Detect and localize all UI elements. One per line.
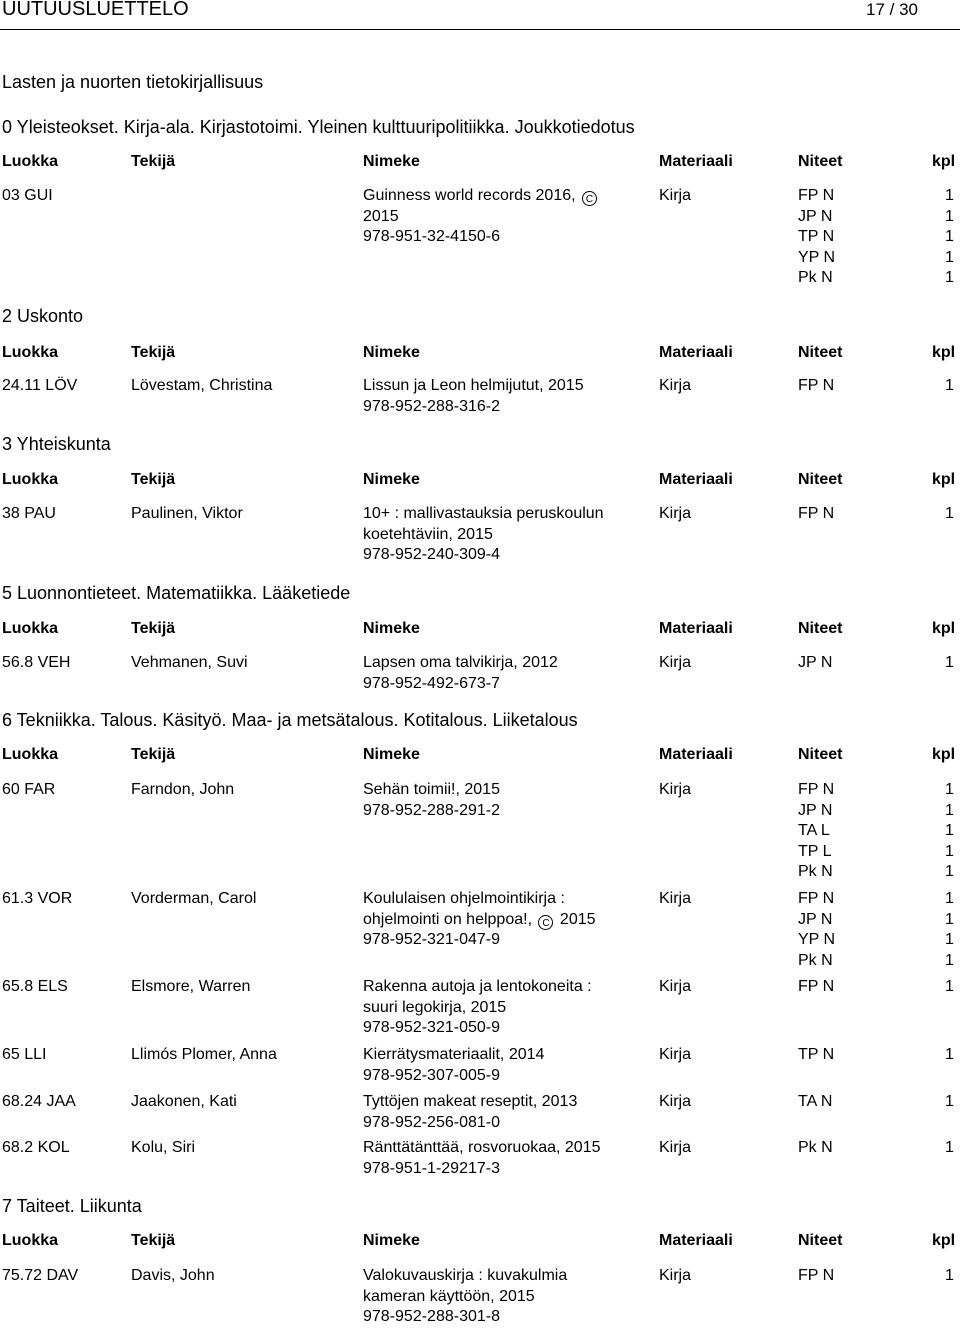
title-text: Koululaisen ohjelmointikirja : bbox=[363, 890, 565, 907]
material: Kirja bbox=[659, 890, 692, 907]
column-header-nimeke: Nimeke bbox=[363, 746, 420, 763]
class-code: 61.3 VOR bbox=[2, 890, 73, 907]
column-header-nimeke: Nimeke bbox=[363, 471, 420, 488]
title-line bbox=[363, 1159, 601, 1180]
copy-location: TP N bbox=[798, 228, 835, 246]
copy-location: JP N bbox=[798, 801, 833, 819]
author: Kolu, Siri bbox=[131, 1139, 196, 1156]
title-text: 978-952-321-050-9 bbox=[363, 1019, 500, 1037]
column-header-niteet: Niteet bbox=[798, 153, 843, 170]
title-text: 978-952-288-301-8 bbox=[363, 1308, 500, 1326]
column-header-row bbox=[0, 746, 960, 768]
title-text: 978-952-288-291-2 bbox=[363, 801, 500, 819]
column-header-nimeke: Nimeke bbox=[363, 620, 420, 637]
author: Lövestam, Christina bbox=[131, 377, 273, 394]
title-text: Tyttöjen makeat reseptit, 2013 bbox=[363, 1093, 578, 1110]
author: Farndon, John bbox=[131, 781, 235, 798]
title-text: suuri legokirja, 2015 bbox=[363, 998, 507, 1016]
column-header-niteet: Niteet bbox=[798, 620, 843, 637]
author: Elsmore, Warren bbox=[131, 978, 251, 995]
title-text: 978-952-288-316-2 bbox=[363, 397, 500, 415]
copy-location: JP N bbox=[798, 910, 833, 928]
title-text: Lapsen oma talvikirja, 2012 bbox=[363, 654, 558, 671]
title-text: ohjelmointi on helppoa!, bbox=[363, 910, 533, 928]
column-header-luokka: Luokka bbox=[2, 471, 59, 488]
column-header-kpl: kpl bbox=[932, 746, 956, 763]
column-header-niteet: Niteet bbox=[798, 1232, 843, 1249]
title-text: 10+ : mallivastauksia peruskoulun bbox=[363, 505, 604, 522]
copy-count: 1 bbox=[945, 1093, 954, 1110]
copyright-year: 2015 bbox=[559, 910, 596, 928]
title-line bbox=[363, 998, 592, 1019]
count-cell bbox=[945, 376, 954, 397]
material: Kirja bbox=[659, 1139, 692, 1156]
copy-count: 1 bbox=[945, 863, 954, 881]
title-cell bbox=[363, 376, 584, 417]
copies-cell bbox=[798, 376, 834, 397]
title-cell bbox=[363, 1266, 567, 1328]
title-line bbox=[363, 227, 599, 248]
column-header-nimeke: Nimeke bbox=[363, 344, 420, 361]
count-cell bbox=[945, 1092, 954, 1113]
count-cell bbox=[945, 1266, 954, 1287]
title-cell bbox=[363, 780, 500, 821]
copy-location: Pk N bbox=[798, 863, 833, 881]
copy-count: 1 bbox=[945, 822, 954, 840]
title-text: 2015 bbox=[363, 207, 399, 225]
copy-count: 1 bbox=[945, 842, 954, 860]
title-text: Kierrätysmateriaalit, 2014 bbox=[363, 1046, 545, 1063]
catalog-title: UUTUUSLUETTELO bbox=[2, 0, 189, 20]
title-text: Ränttätänttää, rosvoruokaa, 2015 bbox=[363, 1139, 601, 1156]
copy-location: FP N bbox=[798, 1267, 835, 1284]
material: Kirja bbox=[659, 377, 692, 394]
title-text: 978-952-240-309-4 bbox=[363, 546, 500, 564]
title-line bbox=[363, 207, 599, 228]
copy-location: JP N bbox=[798, 207, 833, 225]
class-code: 75.72 DAV bbox=[2, 1267, 79, 1284]
section-title: 6 Tekniikka. Talous. Käsityö. Maa- ja metsätalous. Kotitalous. Liiketalous bbox=[2, 710, 578, 730]
copy-location: Pk N bbox=[798, 951, 833, 969]
material: Kirja bbox=[659, 1267, 692, 1284]
title-line bbox=[363, 930, 596, 951]
title-line bbox=[363, 504, 604, 525]
title-text: Lissun ja Leon helmijutut, 2015 bbox=[363, 377, 584, 394]
copy-count: 1 bbox=[945, 978, 954, 995]
material: Kirja bbox=[659, 654, 692, 671]
section-title: 0 Yleisteokset. Kirja-ala. Kirjastotoimi. Yleinen kulttuuripolitiikka. Joukkotiedotus bbox=[2, 117, 635, 137]
title-text: Rakenna autoja ja lentokoneita : bbox=[363, 978, 592, 995]
document-heading: Lasten ja nuorten tietokirjallisuus bbox=[2, 72, 264, 92]
material: Kirja bbox=[659, 1093, 692, 1110]
copies-cell bbox=[798, 889, 835, 971]
copy-location: TA L bbox=[798, 822, 830, 840]
title-text: 978-952-256-081-0 bbox=[363, 1113, 500, 1131]
copyright-icon bbox=[582, 191, 597, 206]
copy-count: 1 bbox=[945, 801, 954, 819]
title-line bbox=[363, 545, 604, 566]
author: Llimós Plomer, Anna bbox=[131, 1046, 277, 1063]
title-line bbox=[363, 977, 592, 998]
column-header-luokka: Luokka bbox=[2, 746, 59, 763]
title-cell bbox=[363, 504, 604, 566]
title-line bbox=[363, 653, 558, 674]
title-text: kameran käyttöön, 2015 bbox=[363, 1287, 535, 1305]
copies-cell bbox=[798, 186, 835, 289]
title-line bbox=[363, 1287, 567, 1308]
author: Vehmanen, Suvi bbox=[131, 654, 248, 671]
copies-cell bbox=[798, 977, 834, 998]
title-text: Valokuvauskirja : kuvakulmia bbox=[363, 1267, 568, 1284]
author: Paulinen, Viktor bbox=[131, 505, 243, 522]
column-header-row bbox=[0, 620, 960, 642]
column-header-tekija: Tekijä bbox=[131, 471, 176, 488]
column-header-niteet: Niteet bbox=[798, 746, 843, 763]
class-code: 38 PAU bbox=[2, 505, 56, 522]
column-header-tekija: Tekijä bbox=[131, 1232, 176, 1249]
title-text: 978-952-492-673-7 bbox=[363, 674, 500, 692]
material: Kirja bbox=[659, 187, 692, 204]
count-cell bbox=[945, 1138, 954, 1159]
class-code: 60 FAR bbox=[2, 781, 56, 798]
copy-count: 1 bbox=[945, 228, 954, 246]
column-header-tekija: Tekijä bbox=[131, 153, 176, 170]
count-cell bbox=[945, 780, 954, 883]
title-text: 978-951-1-29217-3 bbox=[363, 1159, 500, 1177]
header-rule bbox=[0, 29, 960, 30]
title-line bbox=[363, 376, 584, 397]
class-code: 56.8 VEH bbox=[2, 654, 71, 671]
page-number: 17 / 30 bbox=[866, 0, 918, 19]
title-cell bbox=[363, 889, 596, 951]
column-header-materiaali: Materiaali bbox=[659, 344, 733, 361]
title-cell bbox=[363, 1092, 577, 1133]
copies-cell bbox=[798, 780, 834, 883]
copy-location: FP N bbox=[798, 505, 835, 522]
column-header-nimeke: Nimeke bbox=[363, 153, 420, 170]
column-header-nimeke: Nimeke bbox=[363, 1232, 420, 1249]
class-code: 65 LLI bbox=[2, 1046, 47, 1063]
copy-count: 1 bbox=[945, 207, 954, 225]
column-header-luokka: Luokka bbox=[2, 620, 59, 637]
title-text: 978-951-32-4150-6 bbox=[363, 228, 500, 246]
copy-count: 1 bbox=[945, 931, 954, 949]
copy-count: 1 bbox=[945, 910, 954, 928]
column-header-luokka: Luokka bbox=[2, 1232, 59, 1249]
copies-cell bbox=[798, 1092, 832, 1113]
copy-location: Pk N bbox=[798, 269, 833, 287]
material: Kirja bbox=[659, 978, 692, 995]
title-line bbox=[363, 186, 599, 207]
copy-location: TP L bbox=[798, 842, 832, 860]
copy-location: FP N bbox=[798, 377, 835, 394]
section-title: 2 Uskonto bbox=[2, 306, 84, 326]
copy-count: 1 bbox=[945, 654, 954, 671]
title-text: Sehän toimii!, 2015 bbox=[363, 781, 500, 798]
copy-location: Pk N bbox=[798, 1139, 833, 1156]
title-line bbox=[363, 397, 584, 418]
copy-count: 1 bbox=[945, 248, 954, 266]
copies-cell bbox=[798, 1138, 833, 1159]
column-header-materiaali: Materiaali bbox=[659, 620, 733, 637]
copies-cell bbox=[798, 1266, 834, 1287]
count-cell bbox=[945, 653, 954, 674]
author: Davis, John bbox=[131, 1267, 215, 1284]
count-cell bbox=[945, 504, 954, 525]
copy-location: FP N bbox=[798, 978, 835, 995]
column-header-tekija: Tekijä bbox=[131, 620, 176, 637]
title-line bbox=[363, 1092, 577, 1113]
copy-count: 1 bbox=[945, 951, 954, 969]
title-text: 978-952-321-047-9 bbox=[363, 931, 500, 949]
column-header-materiaali: Materiaali bbox=[659, 471, 733, 488]
copy-count: 1 bbox=[945, 505, 954, 522]
copy-location: FP N bbox=[798, 187, 835, 204]
author: Jaakonen, Kati bbox=[131, 1093, 237, 1110]
material: Kirja bbox=[659, 505, 692, 522]
copy-count: 1 bbox=[945, 1267, 954, 1284]
class-code: 68.2 KOL bbox=[2, 1139, 70, 1156]
title-line bbox=[363, 801, 500, 822]
title-cell bbox=[363, 1138, 601, 1179]
count-cell bbox=[945, 186, 954, 289]
copy-count: 1 bbox=[945, 1046, 954, 1063]
column-header-niteet: Niteet bbox=[798, 471, 843, 488]
copy-count: 1 bbox=[945, 269, 954, 287]
column-header-materiaali: Materiaali bbox=[659, 746, 733, 763]
column-header-materiaali: Materiaali bbox=[659, 1232, 733, 1249]
copy-count: 1 bbox=[945, 781, 954, 798]
title-line bbox=[363, 910, 596, 931]
title-text: 978-952-307-005-9 bbox=[363, 1066, 500, 1084]
title-line bbox=[363, 780, 500, 801]
copy-count: 1 bbox=[945, 890, 954, 907]
copyright-icon bbox=[538, 915, 553, 930]
class-code: 68.24 JAA bbox=[2, 1093, 76, 1110]
count-cell bbox=[945, 889, 954, 971]
copy-count: 1 bbox=[945, 1139, 954, 1156]
author: Vorderman, Carol bbox=[131, 890, 257, 907]
title-cell bbox=[363, 1045, 544, 1086]
column-header-row bbox=[0, 153, 960, 175]
material: Kirja bbox=[659, 1046, 692, 1063]
title-line bbox=[363, 1018, 592, 1039]
section-title: 5 Luonnontieteet. Matematiikka. Lääketiede bbox=[2, 583, 351, 603]
title-line bbox=[363, 1138, 601, 1159]
column-header-niteet: Niteet bbox=[798, 344, 843, 361]
copy-location: YP N bbox=[798, 931, 836, 949]
title-line bbox=[363, 1066, 544, 1087]
copy-location: FP N bbox=[798, 781, 835, 798]
copies-cell bbox=[798, 653, 832, 674]
class-code: 65.8 ELS bbox=[2, 978, 68, 995]
title-line bbox=[363, 1307, 567, 1328]
copies-cell bbox=[798, 504, 834, 525]
title-line bbox=[363, 674, 558, 695]
title-cell bbox=[363, 977, 592, 1039]
title-cell bbox=[363, 186, 599, 248]
copies-cell bbox=[798, 1045, 834, 1066]
count-cell bbox=[945, 977, 954, 998]
column-header-luokka: Luokka bbox=[2, 344, 59, 361]
copy-location: TA N bbox=[798, 1093, 833, 1110]
column-header-tekija: Tekijä bbox=[131, 344, 176, 361]
copy-location: TP N bbox=[798, 1046, 835, 1063]
class-code: 03 GUI bbox=[2, 187, 53, 204]
copy-location: YP N bbox=[798, 248, 836, 266]
column-header-luokka: Luokka bbox=[2, 153, 59, 170]
title-cell bbox=[363, 653, 558, 694]
column-header-kpl: kpl bbox=[932, 471, 956, 488]
section-title: 3 Yhteiskunta bbox=[2, 434, 111, 454]
column-header-materiaali: Materiaali bbox=[659, 153, 733, 170]
title-line bbox=[363, 1045, 544, 1066]
column-header-kpl: kpl bbox=[932, 153, 956, 170]
column-header-row bbox=[0, 344, 960, 366]
title-text: koetehtäviin, 2015 bbox=[363, 525, 493, 543]
material: Kirja bbox=[659, 781, 692, 798]
column-header-kpl: kpl bbox=[932, 620, 956, 637]
title-line bbox=[363, 889, 596, 910]
column-header-row bbox=[0, 471, 960, 493]
class-code: 24.11 LÖV bbox=[2, 377, 78, 394]
count-cell bbox=[945, 1045, 954, 1066]
title-text: Guinness world records 2016, bbox=[363, 187, 576, 204]
title-line bbox=[363, 1113, 577, 1134]
copy-count: 1 bbox=[945, 187, 954, 204]
copy-location: JP N bbox=[798, 654, 833, 671]
title-line bbox=[363, 1266, 567, 1287]
copy-count: 1 bbox=[945, 377, 954, 394]
column-header-kpl: kpl bbox=[932, 1232, 956, 1249]
section-title: 7 Taiteet. Liikunta bbox=[2, 1196, 142, 1216]
column-header-tekija: Tekijä bbox=[131, 746, 176, 763]
title-line bbox=[363, 525, 604, 546]
copy-location: FP N bbox=[798, 890, 835, 907]
column-header-kpl: kpl bbox=[932, 344, 956, 361]
column-header-row bbox=[0, 1232, 960, 1254]
